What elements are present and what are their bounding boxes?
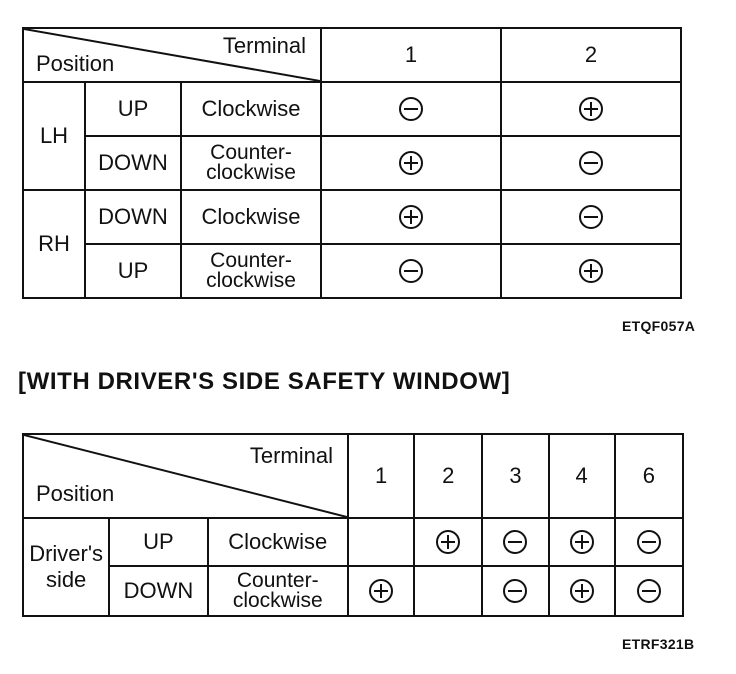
section-heading: [WITH DRIVER'S SIDE SAFETY WINDOW] (18, 368, 511, 395)
direction-cell: UP (85, 244, 181, 298)
figure-code-1: ETQF057A (622, 318, 696, 334)
header-diagonal-cell (23, 434, 348, 518)
circled-minus-icon (398, 96, 424, 122)
rotation-cell: Clockwise (208, 518, 348, 566)
polarity-cell (549, 566, 615, 616)
circled-plus-icon (578, 258, 604, 284)
polarity-cell (348, 566, 414, 616)
polarity-cell (321, 190, 501, 244)
direction-cell: DOWN (109, 566, 207, 616)
polarity-cell (321, 136, 501, 190)
rotation-cell: Clockwise (181, 82, 321, 136)
position-label: Position (36, 51, 115, 76)
circled-minus-icon (502, 578, 528, 604)
terminal-col-6: 6 (615, 434, 683, 518)
circled-plus-icon (569, 529, 595, 555)
polarity-cell (414, 566, 482, 616)
terminal-col-2: 2 (414, 434, 482, 518)
polarity-cell (501, 244, 681, 298)
rotation-cell: Clockwise (181, 190, 321, 244)
rotation-cell: Counter- clockwise (181, 244, 321, 298)
polarity-cell (615, 518, 683, 566)
terminal-label: Terminal (249, 443, 333, 468)
polarity-cell (482, 566, 548, 616)
circled-plus-icon (368, 578, 394, 604)
terminal-col-2: 2 (501, 28, 681, 82)
polarity-cell (501, 136, 681, 190)
direction-cell: UP (85, 82, 181, 136)
polarity-cell (482, 518, 548, 566)
terminal-col-1: 1 (348, 434, 414, 518)
direction-cell: DOWN (85, 190, 181, 244)
position-label: Position (36, 481, 115, 506)
polarity-cell (501, 82, 681, 136)
direction-cell: DOWN (85, 136, 181, 190)
polarity-cell (549, 518, 615, 566)
group-rh: RH (23, 190, 85, 298)
terminal-table-lh-rh (22, 27, 682, 299)
rotation-cell: Counter- clockwise (181, 136, 321, 190)
rotation-cell: Counter- clockwise (208, 566, 348, 616)
header-diagonal-cell (23, 28, 321, 82)
circled-minus-icon (398, 258, 424, 284)
circled-minus-icon (636, 529, 662, 555)
terminal-col-1: 1 (321, 28, 501, 82)
terminal-col-4: 4 (549, 434, 615, 518)
polarity-cell (615, 566, 683, 616)
polarity-cell (321, 244, 501, 298)
direction-cell: UP (109, 518, 207, 566)
circled-minus-icon (502, 529, 528, 555)
circled-plus-icon (435, 529, 461, 555)
group-drivers-side: Driver's side (23, 518, 109, 616)
circled-plus-icon (398, 150, 424, 176)
circled-plus-icon (578, 96, 604, 122)
circled-plus-icon (398, 204, 424, 230)
polarity-cell (321, 82, 501, 136)
terminal-label: Terminal (222, 33, 307, 58)
circled-minus-icon (636, 578, 662, 604)
terminal-col-3: 3 (482, 434, 548, 518)
polarity-cell (501, 190, 681, 244)
figure-code-2: ETRF321B (622, 636, 695, 652)
circled-plus-icon (569, 578, 595, 604)
circled-minus-icon (578, 204, 604, 230)
circled-minus-icon (578, 150, 604, 176)
polarity-cell (348, 518, 414, 566)
group-lh: LH (23, 82, 85, 190)
polarity-cell (414, 518, 482, 566)
terminal-table-drivers-side (22, 433, 684, 617)
